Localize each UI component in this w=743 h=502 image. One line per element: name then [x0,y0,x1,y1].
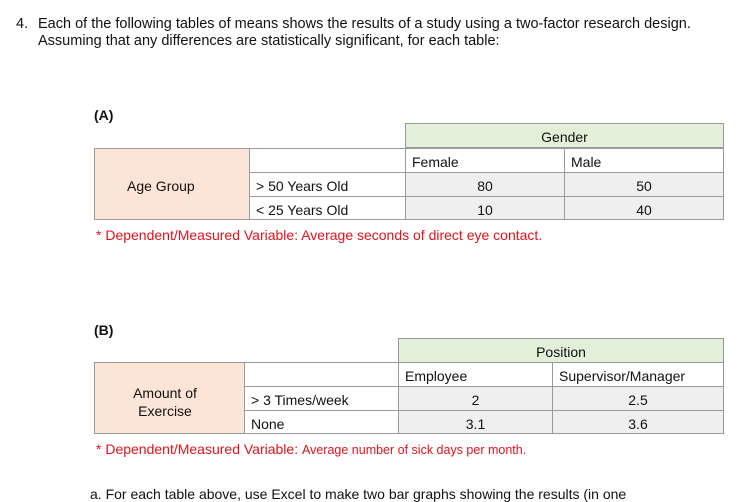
table-b-row-factor-text: Amount of Exercise [133,385,197,419]
table-b-row-factor [94,362,245,434]
table-a-cell: 50 [564,172,724,197]
table-a-column-factor: Gender [405,123,724,148]
table-a-cell: 10 [405,196,565,220]
table-b-col-header: Employee [398,362,553,387]
question-number: 4. [16,16,29,32]
table-a-row-label: < 25 Years Old [249,196,406,220]
table-a-corner-cell [249,148,406,173]
table-b-cell: 3.6 [552,410,724,434]
table-b-col-header: Supervisor/Manager [552,362,724,387]
table-a-col-header: Female [405,148,565,173]
table-a-row-factor: Age Group [94,148,250,220]
table-a-cell: 40 [564,196,724,220]
table-b-cell: 2 [398,386,553,411]
table-a-label: (A) [94,107,114,123]
table-b-label: (B) [94,322,114,338]
table-a-col-header: Male [564,148,724,173]
table-b-row-label: None [244,410,399,434]
table-b-column-factor: Position [398,338,724,363]
table-b-cell: 3.1 [398,410,553,434]
table-b-note [96,441,526,459]
question-text: Each of the following tables of means shows the results of a study using a two-factor research design. Assuming that any differences are statistically significant, for each table: [38,16,691,49]
table-b-note-prefix: * Dependent/Measured Variable: [96,441,302,457]
table-a-row-label: > 50 Years Old [249,172,406,197]
table-b-corner-cell [244,362,399,387]
table-a-cell: 80 [405,172,565,197]
table-b-row-label: > 3 Times/week [244,386,399,411]
table-b-cell: 2.5 [552,386,724,411]
table-a-note: * Dependent/Measured Variable: Average seconds of direct eye contact. [96,227,543,243]
table-b-note-suffix: Average number of sick days per month. [301,443,527,457]
footer-text: a. For each table above, use Excel to make two bar graphs showing the results (in one [90,486,627,502]
